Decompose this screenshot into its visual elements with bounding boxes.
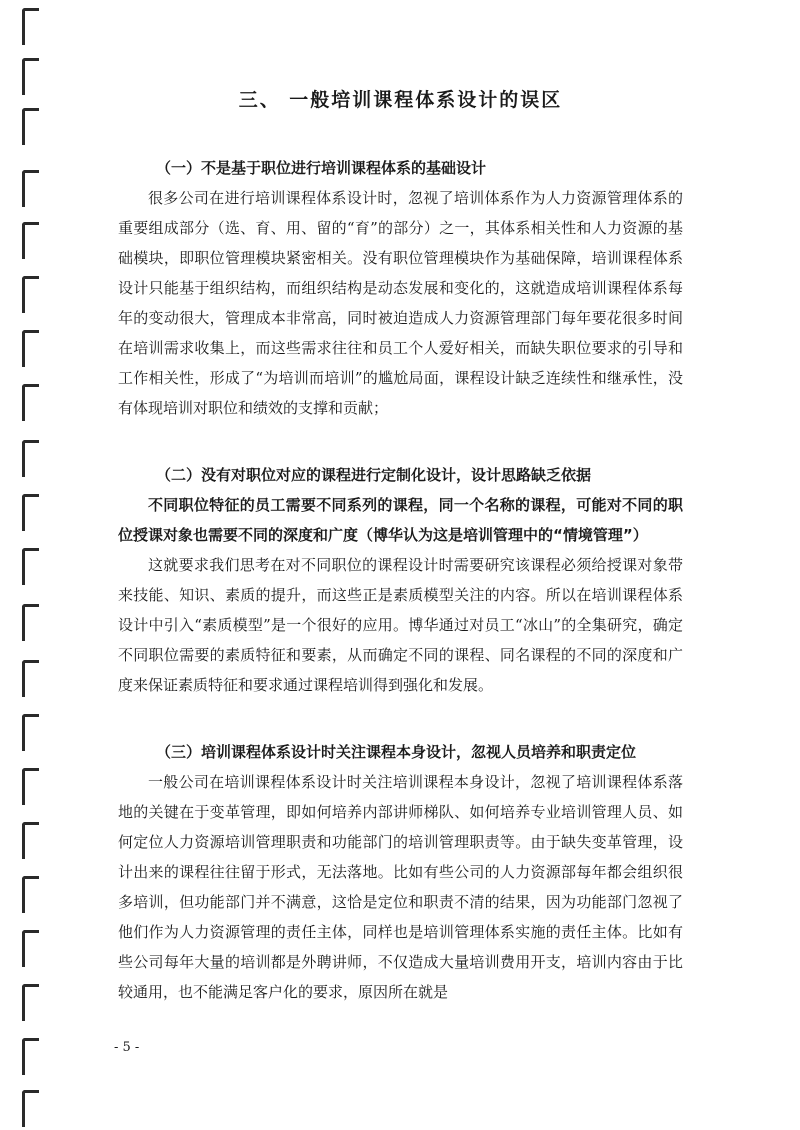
section-heading: （三）培训课程体系设计时关注课程本身设计，忽视人员培养和职责定位 (156, 743, 637, 761)
binding-ring (22, 1090, 39, 1127)
binding-ring (22, 876, 39, 913)
binding-ring (22, 8, 39, 45)
binding-ring (22, 548, 39, 585)
page-number: - 5 - (114, 1040, 140, 1055)
binding-ring (22, 822, 39, 859)
binding-ring (22, 984, 39, 1021)
binding-ring (22, 660, 39, 697)
body-paragraph: 这就要求我们思考在对不同职位的课程设计时需要研究该课程必须给授课对象带来技能、知识、素质的提升，而这些正是素质模型关注的内容。所以在培训课程体系设计中引入“素质模型”是一个很好的应用。博华通过对员工“冰山”的全集研究，确定不同职位需要的素质特征和要素，从而确定不同的课程、同名课程的不同的深度和广度来保证素质特征和要求通过课程培训得到强化和发展。 (118, 556, 683, 694)
binding-ring (22, 170, 39, 207)
binding-ring (22, 384, 39, 421)
section-heading: （一）不是基于职位进行培训课程体系的基础设计 (156, 159, 487, 177)
binding-ring (22, 222, 39, 259)
binding-ring (22, 440, 39, 477)
binding-ring (22, 58, 39, 95)
binding-ring (22, 604, 39, 641)
binding-ring (22, 930, 39, 967)
body-paragraph: 一般公司在培训课程体系设计时关注培训课程本身设计，忽视了培训课程体系落地的关键在于变革管理，即如何培养内部讲师梯队、如何培养专业培训管理人员、如何定位人力资源培训管理职责和功能部门的培训管理职责等。由于缺失变革管理，设计出来的课程往往留于形式，无法落地。比如有些公司的人力资源部每年都会组织很多培训，但功能部门并不满意，这恰是定位和职责不清的结果，因为功能部门忽视了他们作为人力资源管理的责任主体，同样也是培训管理体系实施的责任主体。比如有些公司每年大量的培训都是外聘讲师，不仅造成大量培训费用开支，培训内容由于比较通用，也不能满足客户化的要求，原因所在就是 (118, 773, 683, 1001)
document-page (118, 85, 683, 1007)
binding-ring (22, 276, 39, 313)
binding-ring (22, 768, 39, 805)
binding-ring (22, 108, 39, 145)
page-title: 三、 一般培训课程体系设计的误区 (238, 89, 563, 111)
section-heading: （二）没有对职位对应的课程进行定制化设计，设计思路缺乏依据 (156, 466, 592, 484)
binding-ring (22, 330, 39, 367)
bold-paragraph: 不同职位特征的员工需要不同系列的课程，同一个名称的课程，可能对不同的职位授课对象也需要不同的深度和广度（博华认为这是培训管理中的“情境管理”） (118, 496, 683, 544)
binding-ring (22, 714, 39, 751)
binding-ring (22, 1038, 39, 1075)
binding-ring (22, 494, 39, 531)
body-paragraph: 很多公司在进行培训课程体系设计时，忽视了培训体系作为人力资源管理体系的重要组成部分（选、育、用、留的“育”的部分）之一，其体系相关性和人力资源的基础模块，即职位管理模块紧密相关。没有职位管理模块作为基础保障，培训课程体系设计只能基于组织结构，而组织结构是动态发展和变化的，这就造成培训课程体系每年的变动很大，管理成本非常高，同时被迫造成人力资源管理部门每年要花很多时间在培训需求收集上，而这些需求往往和员工个人爱好相关，而缺失职位要求的引导和工作相关性，形成了“为培训而培训”的尴尬局面，课程设计缺乏连续性和继承性，没有体现培训对职位和绩效的支撑和贡献； (118, 189, 683, 417)
binding-rings (22, 0, 42, 1130)
